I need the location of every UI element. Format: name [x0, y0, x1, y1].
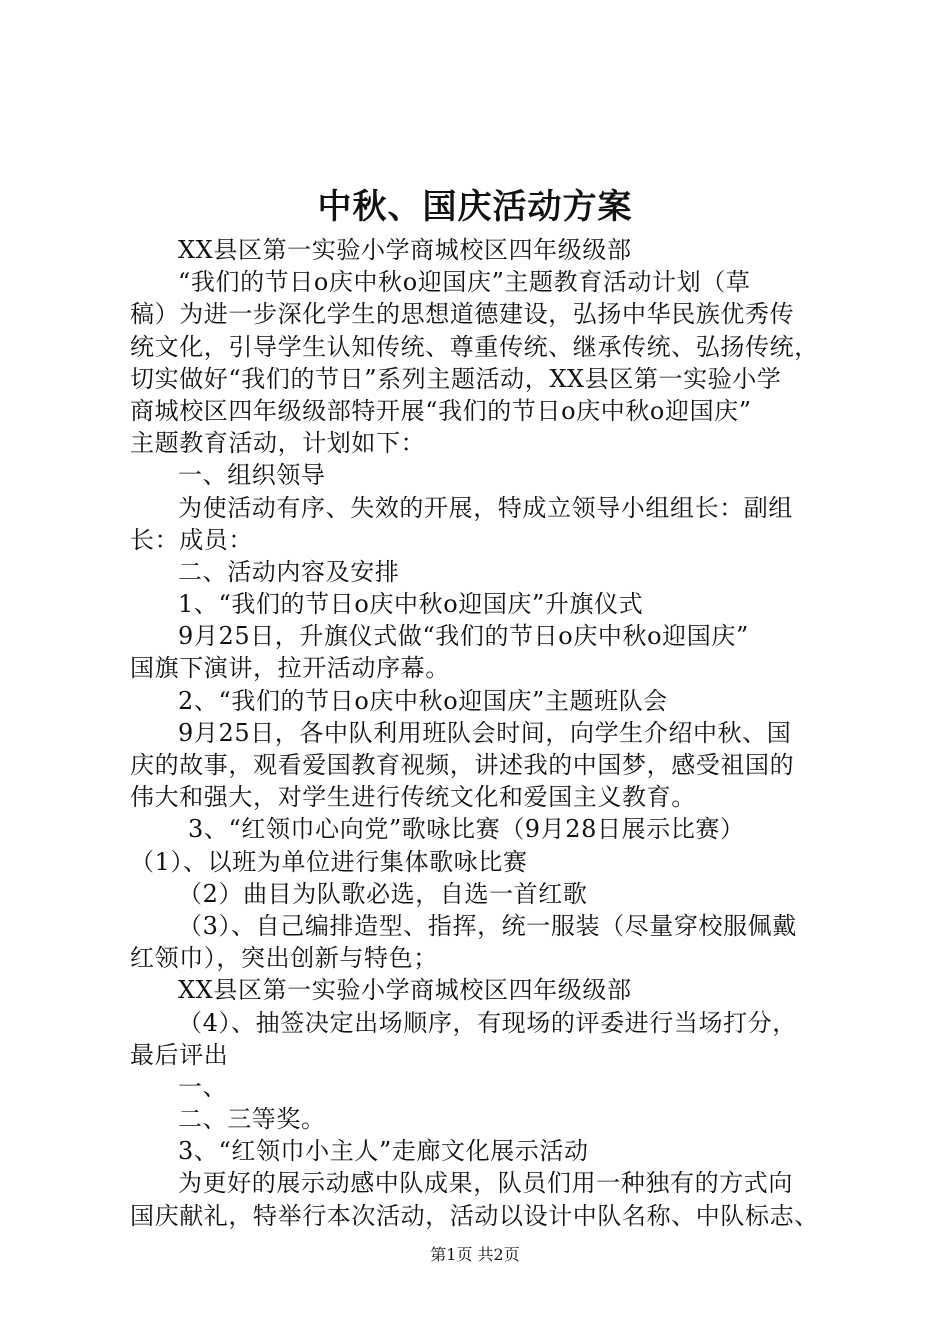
text-line: 伟大和强大，对学生进行传统文化和爱国主义教育。 [130, 783, 696, 812]
text-line: 一、组织领导 [178, 461, 326, 490]
text-line: 3、“红领巾小主人”走廊文化展示活动 [178, 1137, 589, 1166]
text-line: 9月25日，各中队利用班队会时间，向学生介绍中秋、国 [178, 718, 792, 747]
text-line: 二、活动内容及安排 [178, 557, 400, 586]
document-body [130, 234, 835, 1232]
text-line: 稿）为进一步深化学生的思想道德建设，弘扬中华民族优秀传 [130, 300, 795, 329]
text-line: 国庆献礼，特举行本次活动，活动以设计中队名称、中队标志、 [130, 1201, 819, 1230]
text-line: XX县区第一实验小学商城校区四年级级部 [178, 976, 632, 1005]
text-line: 长：成员： [130, 525, 253, 554]
text-line: 红领巾），突出创新与特色； [130, 944, 438, 973]
text-line: 3、“红领巾心向党”歌咏比赛（9月28日展示比赛） [188, 815, 745, 844]
text-line: 1、“我们的节日o庆中秋o迎国庆”升旗仪式 [178, 590, 644, 619]
text-line: 庆的故事，观看爱国教育视频，讲述我的中国梦，感受祖国的 [130, 751, 795, 779]
text-line: （1）、以班为单位进行集体歌咏比赛 [130, 847, 528, 876]
text-line: 最后评出 [130, 1040, 229, 1069]
text-line: 二、三等奖。 [178, 1105, 326, 1134]
text-line: 为更好的展示动感中队成果，队员们用一种独有的方式向 [178, 1169, 793, 1198]
text-line: 主题教育活动，计划如下： [130, 429, 426, 458]
text-line: （2）曲目为队歌必选，自选一首红歌 [178, 879, 588, 908]
text-line: （4）、抽签决定出场顺序，有现场的评委进行当场打分， [178, 1008, 797, 1037]
text-line: 9月25日，升旗仪式做“我们的节日o庆中秋o迎国庆” [178, 622, 749, 651]
text-line: 商城校区四年级级部特开展“我们的节日o庆中秋o迎国庆” [130, 396, 752, 425]
text-line: （3）、自己编排造型、指挥，统一服装（尽量穿校服佩戴 [178, 911, 797, 940]
text-line: 为使活动有序、失效的开展，特成立领导小组组长：副组 [178, 493, 793, 522]
text-line: 切实做好“我们的节日”系列主题活动，XX县区第一实验小学 [130, 364, 782, 393]
text-line: “我们的节日o庆中秋o迎国庆”主题教育活动计划（草 [178, 268, 751, 297]
text-line: 国旗下演讲，拉开活动序幕。 [130, 654, 450, 683]
text-line: XX县区第一实验小学商城校区四年级级部 [178, 236, 632, 264]
text-line: 一、 [178, 1072, 228, 1101]
text-line: 2、“我们的节日o庆中秋o迎国庆”主题班队会 [178, 686, 668, 715]
document-title: 中秋、国庆活动方案 [317, 187, 633, 227]
page-footer: 第1页 共2页 [430, 1245, 520, 1264]
text-line: 统文化，引导学生认知传统、尊重传统、继承传统、弘扬传统， [130, 332, 819, 361]
